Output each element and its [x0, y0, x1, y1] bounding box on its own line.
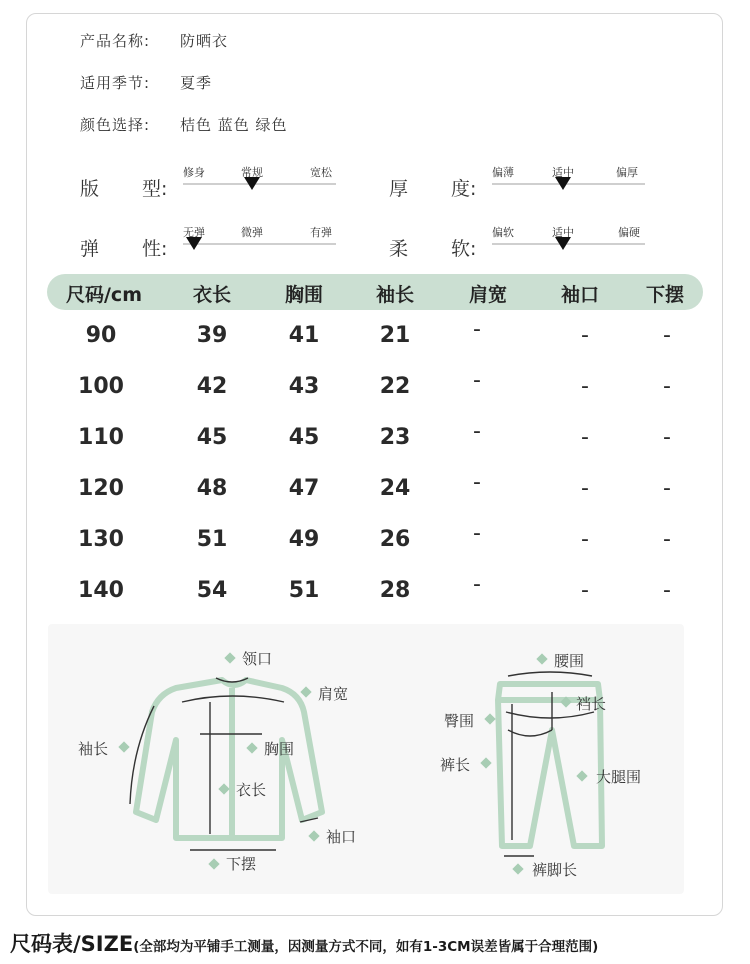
cell-size: 130 [78, 527, 124, 552]
label-waist: 腰围 [554, 652, 585, 670]
rating-option: 偏软 [492, 226, 514, 239]
cell-length: 39 [196, 323, 228, 348]
info-value: 防晒衣 [180, 32, 229, 50]
rating-option: 修身 [183, 166, 205, 179]
cell-shoulder: - [473, 521, 481, 546]
cell-length: 48 [196, 476, 228, 501]
cell-cuff: - [581, 578, 589, 603]
cell-chest: 49 [288, 527, 320, 552]
info-label: 适用季节: [80, 74, 151, 92]
cell-sleeve: 26 [379, 527, 411, 552]
label-hem: 下摆 [226, 855, 257, 873]
label-rise: 裆长 [576, 695, 607, 713]
label-pants-length: 裤长 [440, 756, 471, 774]
cell-sleeve: 22 [379, 374, 411, 399]
cell-hem: - [663, 527, 671, 552]
label-shoulder: 肩宽 [318, 685, 349, 703]
cell-sleeve: 23 [379, 425, 411, 450]
header-chest: 胸围 [284, 284, 324, 306]
label-chest: 胸围 [264, 740, 295, 758]
rating-option: 偏厚 [616, 166, 638, 179]
cell-shoulder: - [473, 368, 481, 393]
label-cuff: 袖口 [326, 828, 357, 846]
cell-cuff: - [581, 425, 589, 450]
info-value: 桔色 蓝色 绿色 [180, 116, 288, 134]
cell-size: 90 [85, 323, 117, 348]
header-size: 尺码/cm [65, 284, 143, 306]
cell-cuff: - [581, 374, 589, 399]
cell-shoulder: - [473, 470, 481, 495]
label-leg-opening: 裤脚长 [532, 861, 578, 879]
footer-note: (全部均为平铺手工测量，因测量方式不同，如有1-3CM误差皆属于合理范围) [133, 939, 599, 955]
cell-hem: - [663, 374, 671, 399]
header-shoulder: 肩宽 [468, 284, 508, 306]
info-label: 产品名称: [80, 32, 151, 50]
rating-option: 适中 [552, 166, 574, 179]
cell-cuff: - [581, 527, 589, 552]
label-sleeve: 袖长 [78, 740, 109, 758]
rating-option: 常规 [241, 166, 263, 179]
label-thigh: 大腿围 [596, 768, 642, 786]
rating-option: 无弹 [183, 226, 205, 239]
label-length: 衣长 [236, 781, 267, 799]
cell-length: 45 [196, 425, 228, 450]
cell-sleeve: 28 [379, 578, 411, 603]
info-label: 颜色选择: [80, 116, 151, 134]
label-collar: 领口 [242, 650, 273, 668]
cell-shoulder: - [473, 317, 481, 342]
cell-sleeve: 21 [379, 323, 411, 348]
cell-shoulder: - [473, 419, 481, 444]
cell-chest: 41 [288, 323, 320, 348]
cell-chest: 47 [288, 476, 320, 501]
info-value: 夏季 [180, 74, 213, 92]
header-sleeve: 袖长 [375, 284, 415, 306]
cell-cuff: - [581, 476, 589, 501]
cell-size: 110 [78, 425, 124, 450]
rating-option: 适中 [552, 226, 574, 239]
cell-cuff: - [581, 323, 589, 348]
cell-hem: - [663, 476, 671, 501]
cell-length: 54 [196, 578, 228, 603]
cell-chest: 51 [288, 578, 320, 603]
rating-option: 微弹 [241, 226, 263, 239]
cell-shoulder: - [473, 572, 481, 597]
rating-option: 偏硬 [618, 226, 640, 239]
cell-length: 42 [196, 374, 228, 399]
cell-hem: - [663, 323, 671, 348]
footer-caption [10, 928, 598, 958]
header-length: 衣长 [192, 284, 232, 306]
label-hip: 臀围 [444, 712, 475, 730]
cell-chest: 43 [288, 374, 320, 399]
cell-hem: - [663, 425, 671, 450]
rating-option: 偏薄 [492, 166, 514, 179]
cell-sleeve: 24 [379, 476, 411, 501]
cell-size: 120 [78, 476, 124, 501]
jacket-illustration [136, 680, 322, 838]
header-hem: 下摆 [645, 284, 685, 306]
cell-hem: - [663, 578, 671, 603]
cell-chest: 45 [288, 425, 320, 450]
cell-length: 51 [196, 527, 228, 552]
footer-title: 尺码表/SIZE [10, 932, 134, 956]
cell-size: 100 [78, 374, 124, 399]
rating-option: 宽松 [310, 166, 332, 179]
rating-option: 有弹 [310, 226, 332, 239]
cell-size: 140 [78, 578, 124, 603]
header-cuff: 袖口 [560, 284, 600, 306]
